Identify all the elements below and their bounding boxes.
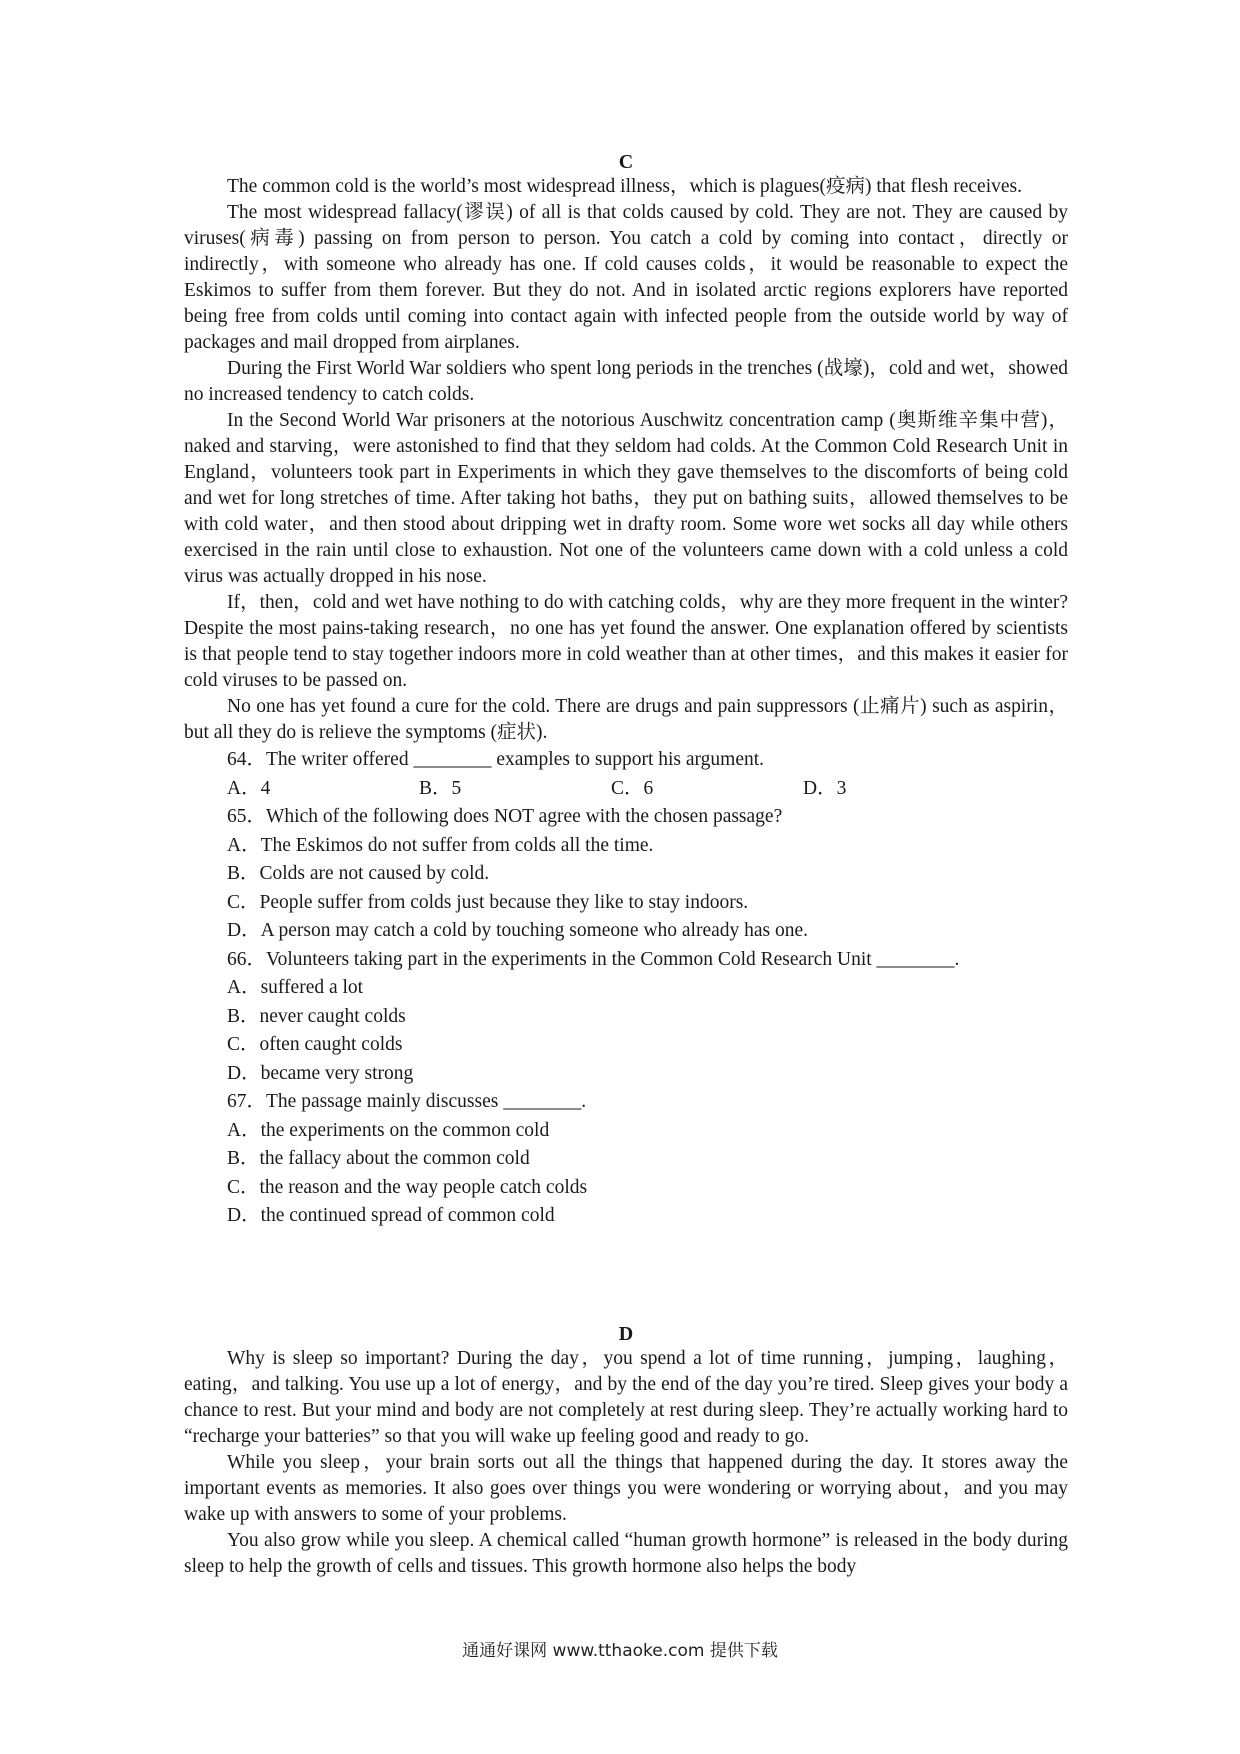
question-65-option-d: D．A person may catch a cold by touching someone who already has one. [227, 920, 809, 941]
passage-c-paragraph-1: The common cold is the world’s most widespread illness，which is plagues(疫病) that flesh receives. [227, 176, 1022, 197]
question-65-option-b: B．Colds are not caused by cold. [227, 863, 490, 884]
question-64-options [184, 775, 1068, 804]
section-c-heading: C [618, 151, 634, 173]
question-64-option-b: B．5 [419, 777, 462, 799]
question-67-option-a: A．the experiments on the common cold [227, 1119, 550, 1141]
section-d [184, 1322, 1068, 1580]
question-66-stem: 66．Volunteers taking part in the experiments in the Common Cold Research Unit ________. [227, 948, 960, 970]
question-64-option-c: C．6 [611, 777, 654, 799]
passage-c-paragraph-5: If，then，cold and wet have nothing to do with catching colds，why are they more frequent in the winter? Despite the most pains-taking research，no one has yet found the answer. One explanation offered by scientists is that people tend to stay together indoors more in cold weather than at other times，and this makes it easier for cold viruses to be passed on. [184, 592, 1068, 691]
passage-d-paragraph-2: While you sleep，your brain sorts out all the things that happened during the day. It stores away the important events as memories. It also goes over things you were wondering or worrying about，and you may wake up with answers to some of your problems. [184, 1452, 1068, 1525]
question-66-option-a: A．suffered a lot [227, 977, 364, 998]
question-66-option-b: B．never caught colds [227, 1005, 406, 1027]
passage-d-paragraph-1: Why is sleep so important? During the day，you spend a lot of time running，jumping，laughing，eating，and talking. You use up a lot of energy，and by the end of the day you’re tired. Sleep gives your body a chance to rest. But your mind and body are not completely at rest during sleep. They’re actually working hard to “recharge your batteries” so that you will wake up feeling good and ready to go. [184, 1348, 1068, 1447]
question-67-option-b: B．the fallacy about the common cold [227, 1148, 530, 1169]
question-67-option-c: C．the reason and the way people catch colds [227, 1176, 588, 1198]
passage-c-paragraph-6: No one has yet found a cure for the cold. There are drugs and pain suppressors (止痛片) such as aspirin，but all they do is relieve the symptoms (症状). [184, 696, 1068, 743]
question-65-option-a: A．The Eskimos do not suffer from colds all the time. [227, 834, 654, 856]
passage-c-paragraph-2: The most widespread fallacy(谬误) of all is that colds caused by cold. They are not. They are caused by viruses(病毒) passing on from person to person. You catch a cold by coming into contact，directly or indirectly，with someone who already has one. If cold causes colds，it would be reasonable to expect the Eskimos to suffer from them forever. But they do not. And in isolated arctic regions explorers have reported being free from colds until coming into contact again with infected people from the outside world by way of packages and mail dropped from airplanes. [184, 202, 1068, 353]
question-66-option-c: C．often caught colds [227, 1034, 403, 1055]
question-66-option-d: D．became very strong [227, 1062, 414, 1084]
question-67-stem: 67．The passage mainly discusses ________. [227, 1091, 587, 1112]
passage-c-paragraph-4: In the Second World War prisoners at the notorious Auschwitz concentration camp (奥斯维辛集中营)，naked and starving，were astonished to find that they seldom had colds. At the Common Cold Research Unit in England，volunteers took part in Experiments in which they gave themselves to the discomforts of being cold and wet for long stretches of time. After taking hot baths，they put on bathing suits，allowed themselves to be with cold water，and then stood about dripping wet in drafty room. Some wore wet socks all day while others exercised in the rain until close to exhaustion. Not one of the volunteers came down with a cold unless a cold virus was actually dropped in his nose. [184, 410, 1068, 587]
section-d-heading: D [618, 1323, 634, 1345]
question-64-option-a: A．4 [227, 777, 271, 799]
question-64-option-d: D．3 [803, 777, 847, 799]
passage-c-paragraph-3: During the First World War soldiers who spent long periods in the trenches (战壕)，cold and wet，showed no increased tendency to catch colds. [184, 358, 1068, 405]
passage-d-paragraph-3: You also grow while you sleep. A chemical called “human growth hormone” is released in the body during sleep to help the growth of cells and tissues. This growth hormone also helps the body [184, 1530, 1068, 1577]
page-footer: 通通好课网 www.tthaoke.com 提供下载 [462, 1641, 778, 1661]
question-65-stem: 65．Which of the following does NOT agree with the chosen passage? [227, 806, 783, 827]
question-65-option-c: C．People suffer from colds just because they like to stay indoors. [227, 891, 749, 913]
question-67-option-d: D．the continued spread of common cold [227, 1205, 555, 1226]
section-c [184, 150, 1068, 1231]
question-64-stem: 64．The writer offered ________ examples to support his argument. [227, 749, 765, 770]
